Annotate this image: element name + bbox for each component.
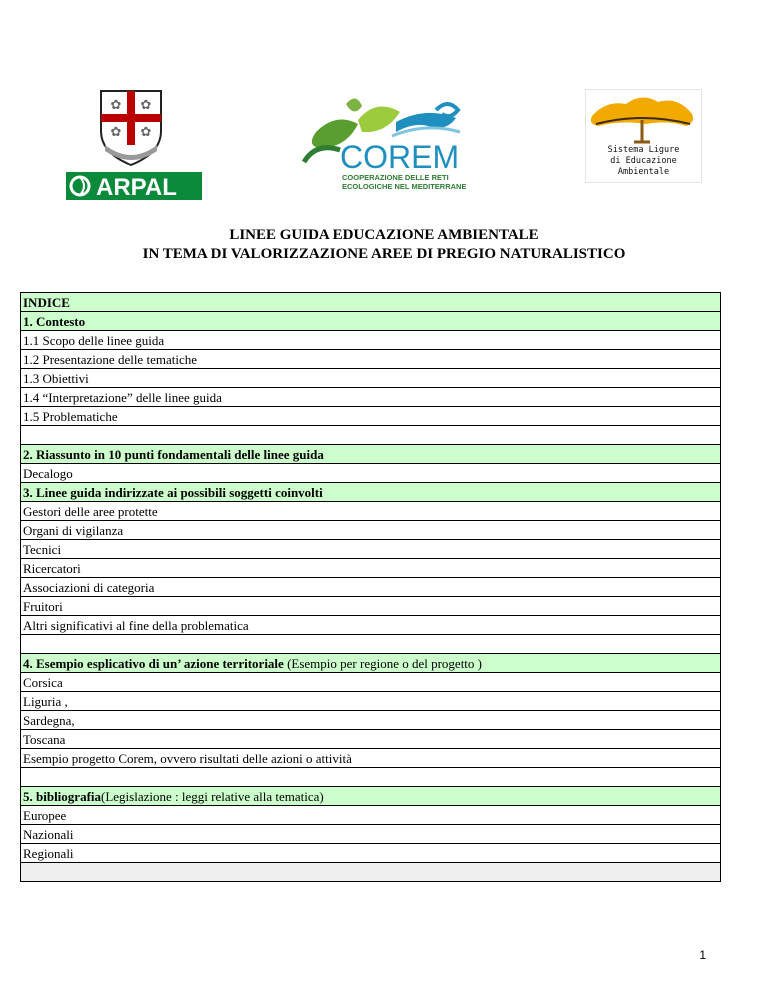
section-5-title: 5. bibliografia (23, 788, 102, 804)
title-line1: LINEE GUIDA EDUCAZIONE AMBIENTALE (229, 227, 539, 243)
corem-subtitle-line2: ECOLOGICHE NEL MEDITERRANEO (342, 182, 466, 191)
table-row (21, 559, 721, 578)
section-5-note: (Legislazione : leggi relative alla tematica) (101, 788, 324, 804)
list-item: Europee (21, 806, 721, 825)
svg-text:✿: ✿ (110, 98, 122, 113)
list-item: Decalogo (21, 464, 721, 483)
section-3-row (21, 483, 721, 502)
table-row (21, 464, 721, 483)
list-item: Tecnici (21, 540, 721, 559)
corem-logo-text: COREM (340, 139, 460, 175)
section-4-note: (Esempio per regione o del progetto ) (283, 655, 482, 671)
list-item: Liguria , (21, 692, 721, 711)
list-item: 1.2 Presentazione delle tematiche (21, 350, 721, 369)
table-row (21, 825, 721, 844)
table-row (21, 597, 721, 616)
list-item: Associazioni di categoria (21, 578, 721, 597)
table-row (21, 331, 721, 350)
table-row (21, 502, 721, 521)
blank-cell (21, 635, 721, 654)
blank-row (21, 426, 721, 445)
list-item: Toscana (21, 730, 721, 749)
table-row (21, 369, 721, 388)
corem-logo (296, 92, 466, 202)
list-item: Fruitori (21, 597, 721, 616)
list-item: Organi di vigilanza (21, 521, 721, 540)
svg-text:✿: ✿ (140, 125, 152, 140)
list-item: Gestori delle aree protette (21, 502, 721, 521)
list-item: 1.3 Obiettivi (21, 369, 721, 388)
index-heading-row (21, 293, 721, 312)
section-4-row (21, 654, 721, 673)
list-item: Sardegna, (21, 711, 721, 730)
list-item: 1.1 Scopo delle linee guida (21, 331, 721, 350)
list-item: Regionali (21, 844, 721, 863)
table-row (21, 578, 721, 597)
list-item: Corsica (21, 673, 721, 692)
table-row (21, 521, 721, 540)
section-5-cell (21, 787, 721, 806)
section-4-cell (21, 654, 721, 673)
sistema-ligure-logo (585, 89, 702, 183)
table-row (21, 692, 721, 711)
list-item: Altri significativi al fine della problematica (21, 616, 721, 635)
section-2-row (21, 445, 721, 464)
section-1-row (21, 312, 721, 331)
section-2-title: 2. Riassunto in 10 punti fondamentali delle linee guida (21, 445, 721, 464)
blank-cell (21, 863, 721, 882)
blank-row (21, 863, 721, 882)
table-row (21, 844, 721, 863)
sistema-line3: Ambientale (617, 167, 670, 177)
arpal-logo-text: ARPAL (96, 174, 177, 200)
table-row (21, 540, 721, 559)
blank-row (21, 635, 721, 654)
blank-cell (21, 426, 721, 445)
table-row (21, 749, 721, 768)
section-5-row (21, 787, 721, 806)
sistema-line1: Sistema Ligure (607, 145, 680, 155)
liguria-crest-logo (95, 87, 167, 167)
table-row (21, 730, 721, 749)
table-row (21, 616, 721, 635)
svg-text:✿: ✿ (110, 125, 122, 140)
blank-cell (21, 768, 721, 787)
table-row (21, 388, 721, 407)
table-row (21, 711, 721, 730)
section-4-title: 4. Esempio esplicativo di un’ azione territoriale (23, 655, 284, 671)
list-item: Ricercatori (21, 559, 721, 578)
page-number: 1 (699, 948, 706, 962)
table-row (21, 673, 721, 692)
list-item: Esempio progetto Corem, ovvero risultati delle azioni o attività (21, 749, 721, 768)
section-3-title: 3. Linee guida indirizzate ai possibili soggetti coinvolti (21, 483, 721, 502)
section-1-title: 1. Contesto (21, 312, 721, 331)
index-table (20, 292, 721, 882)
table-row (21, 806, 721, 825)
list-item: Nazionali (21, 825, 721, 844)
table-row (21, 407, 721, 426)
index-heading: INDICE (21, 293, 721, 312)
arpal-logo (66, 172, 202, 200)
corem-subtitle-line1: COOPERAZIONE DELLE RETI (342, 173, 449, 182)
table-row (21, 350, 721, 369)
sistema-line2: di Educazione (610, 156, 677, 166)
svg-text:✿: ✿ (140, 98, 152, 113)
document-title (0, 226, 768, 264)
title-line2: IN TEMA DI VALORIZZAZIONE AREE DI PREGIO NATURALISTICO (142, 246, 626, 262)
blank-row (21, 768, 721, 787)
list-item: 1.5 Problematiche (21, 407, 721, 426)
list-item: 1.4 “Interpretazione” delle linee guida (21, 388, 721, 407)
